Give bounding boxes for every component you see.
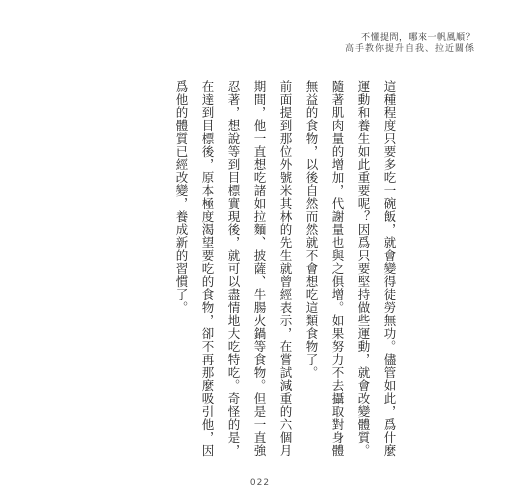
book-subtitle: 高手教你提升自我、拉近關係 xyxy=(344,44,475,55)
paragraph: 前面提到那位外號米其林的先生就曾經表示，在嘗試減重的六個月期間，他一直想吃諸如拉麵、披薩、牛腸火鍋等食物。但是一直強忍著，想說等到目標實現後，就可以盡情地大吃特吃。奇怪的是，在達到目標後，原本極度渴望要吃的食物，卻不再那麼吸引他，因爲他的體質已經改變，養成新的習慣了。 xyxy=(174,80,293,457)
page-number: 022 xyxy=(249,478,271,488)
body-text xyxy=(168,80,402,460)
running-header xyxy=(345,33,475,56)
paragraph: 這種程度只要多吃一碗飯，就會變得徒勞無功。儘管如此，爲什麼運動和養生如此重要呢？因爲只要堅持做些運動，就會改變體質。隨著肌肉量的增加，代謝量也與之俱增。如果努力不去攝取對身體無益的食物，以後自然而然就不會想吃這類食物了。 xyxy=(304,80,397,457)
book-title: 不懂提問，哪來一帆風順？ xyxy=(360,33,475,43)
